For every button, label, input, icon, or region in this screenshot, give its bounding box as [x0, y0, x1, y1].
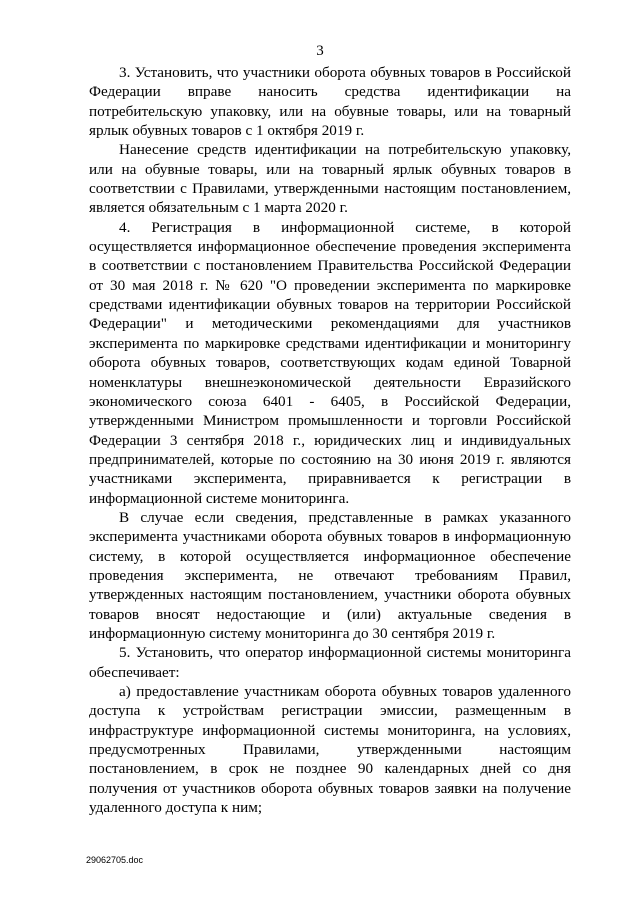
paragraph-4-registration: 4. Регистрация в информационной системе, в которой осуществляется информационное обеспечение проведения эксперимента в соответствии с постановлением Правительства Российской Федерации от 30 мая 2018 г. № 620 "О проведении эксперимента по маркировке средствами идентификации обувных товаров на территории Российской Федерации" и методическими рекомендациями для участников эксперимента по маркировке средствами идентификации и мониторингу оборота обувных товаров, соответствующих кодам единой Товарной номенклатуры внешнеэкономической деятельности Евразийского экономического союза 6401 - 6405, в Российской Федерации, утвержденными Министром промышленности и торговли Российской Федерации 3 сентября 2018 г., юридических лиц и индивидуальных предпринимателей, которые по состоянию на 30 июня 2019 г. являются участниками эксперимента, приравнивается к регистрации в информационной системе мониторинга.	[89, 218, 571, 507]
paragraph-3-labeling-start: 3. Установить, что участники оборота обувных товаров в Российской Федерации вправе наносить средства идентификации на потребительскую упаковку, или на обувные товары, или на товарный ярлык обувных товаров с 1 октября 2019 г.	[89, 64, 571, 140]
page-number: 3	[316, 43, 324, 59]
document-body	[89, 63, 571, 817]
paragraph-labeling-mandatory: Нанесение средств идентификации на потребительскую упаковку, или на обувные товары, или на товарный ярлык обувных товаров в соответствии с Правилами, утвержденными настоящим постановлением, является обязательным с 1 марта 2020 г.	[89, 141, 571, 217]
footer-filename: 29062705.doc	[86, 855, 144, 865]
paragraph-data-update: В случае если сведения, представленные в рамках указанного эксперимента участниками оборота обувных товаров в информационную систему, в которой осуществляется информационное обеспечение проведения эксперимента, не отвечают требованиям Правил, утвержденных настоящим постановлением, участники оборота обувных товаров вносят недостающие и (или) актуальные сведения в информационную систему мониторинга до 30 сентября 2019 г.	[89, 508, 571, 642]
paragraph-5-operator: 5. Установить, что оператор информационной системы мониторинга обеспечивает:	[89, 644, 571, 681]
paragraph-5a-remote-access: а) предоставление участникам оборота обувных товаров удаленного доступа к устройствам регистрации эмиссии, размещенным в инфраструктуре информационной системы мониторинга, на условиях, предусмотренных Правилами, утвержденными настоящим постановлением, в срок не позднее 90 календарных дней со дня получения от участников оборота обувных товаров заявки на получение удаленного доступа к ним;	[89, 683, 571, 817]
